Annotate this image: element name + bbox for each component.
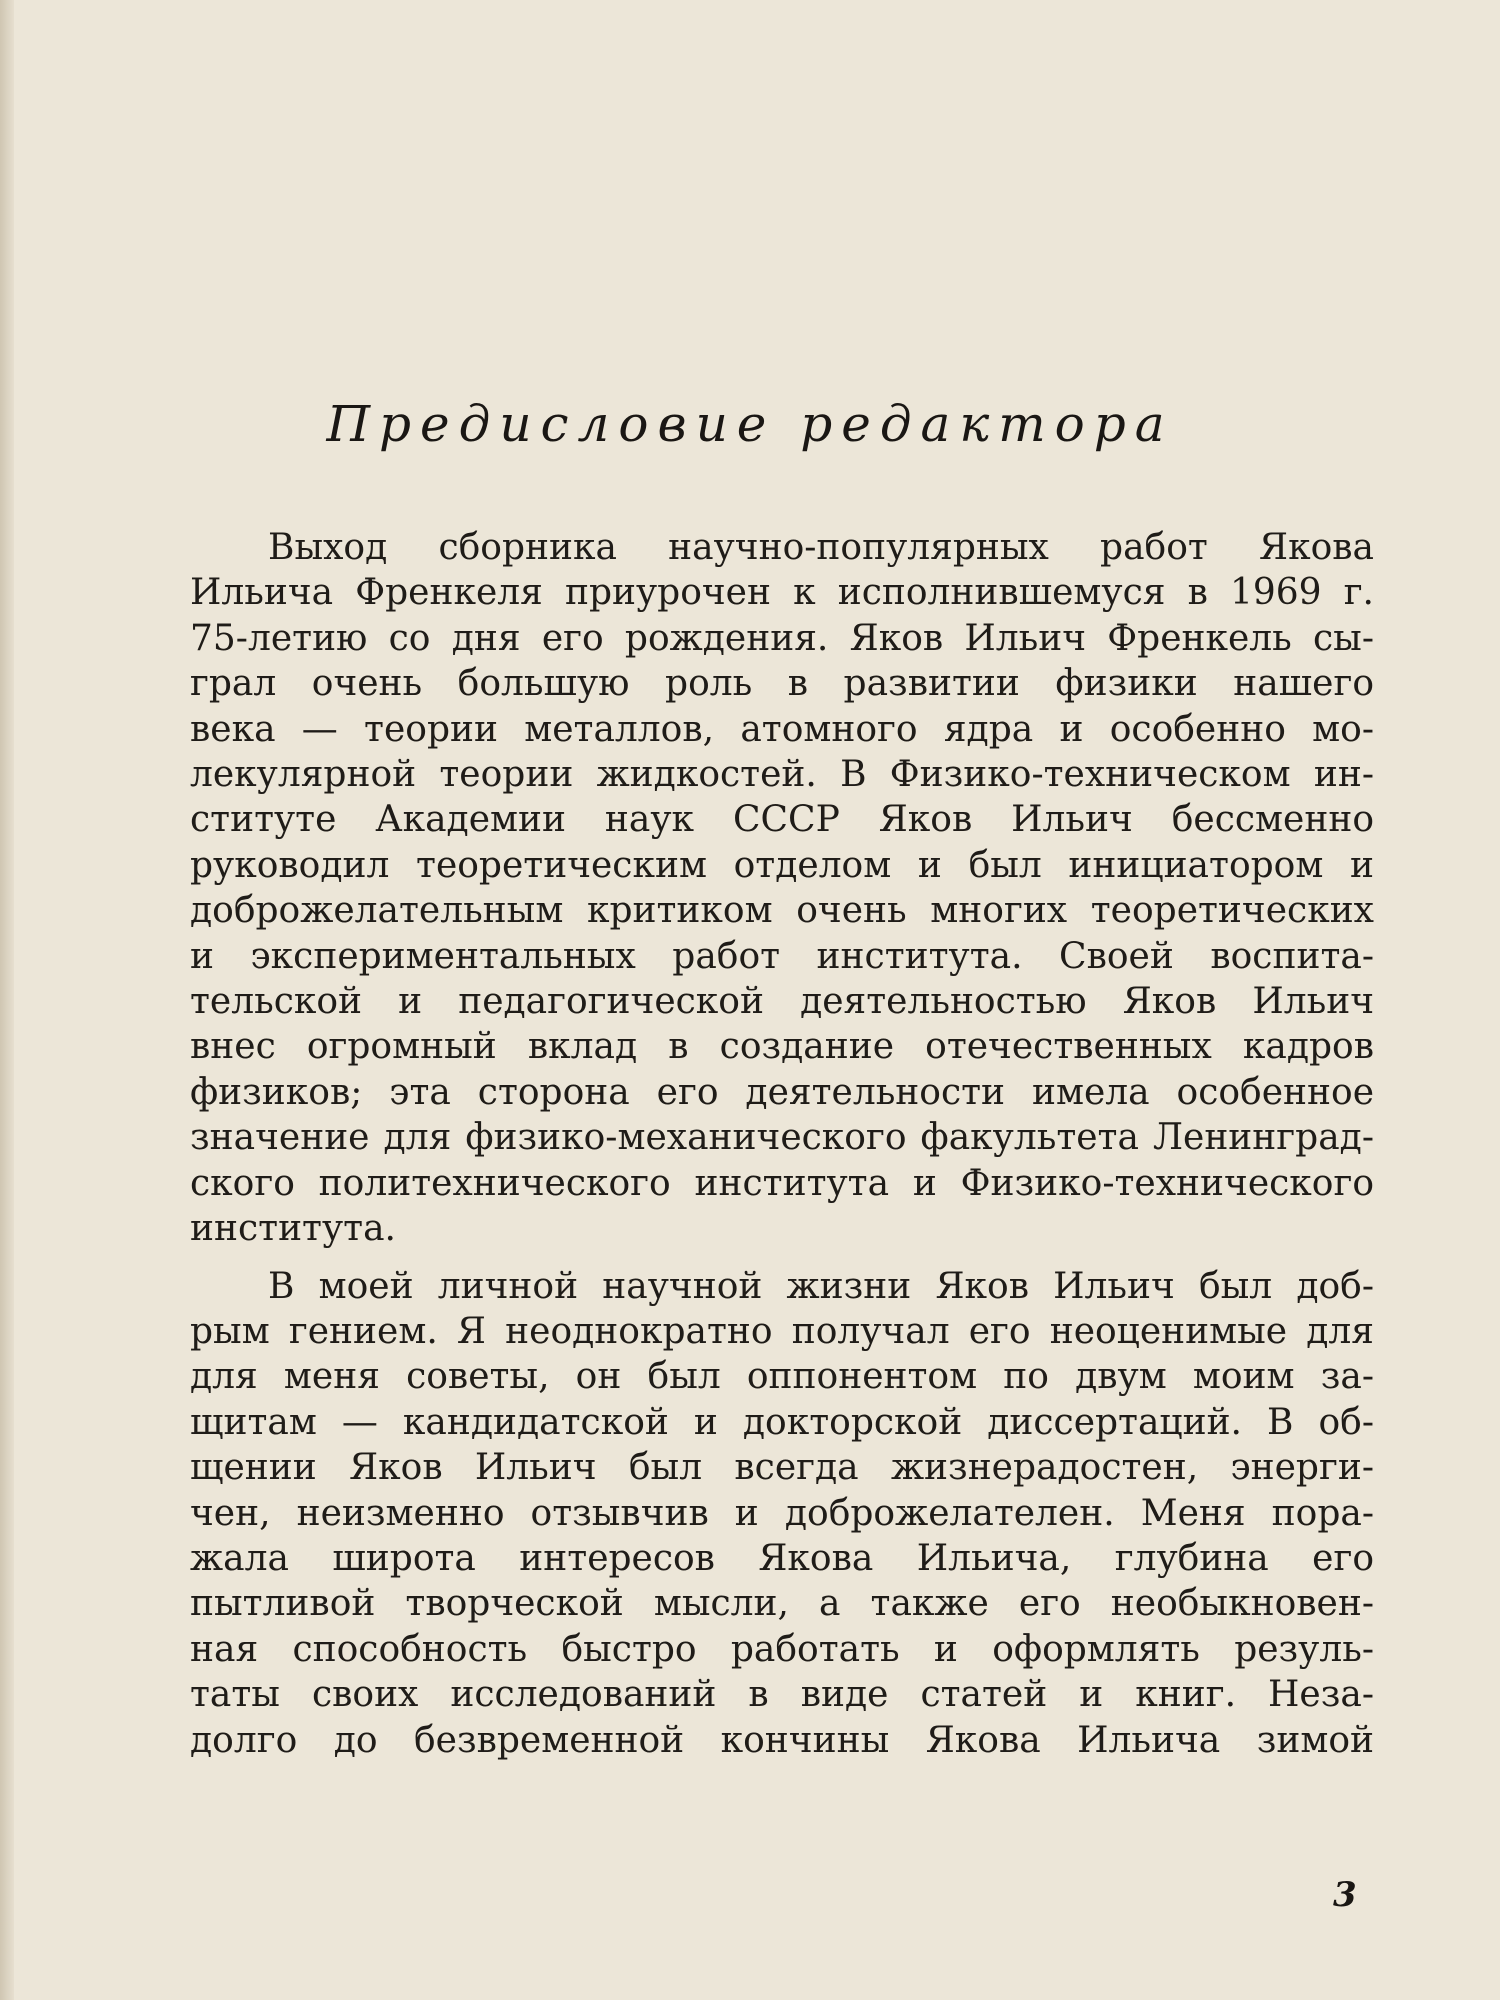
paragraph-gap <box>112 1252 1374 1264</box>
text-line: грал очень большую роль в развитии физики нашего <box>190 663 1374 705</box>
text-line: руководил теоретическим отделом и был инициатором и <box>190 844 1374 886</box>
body-text <box>112 525 1374 1763</box>
text-line: пытливой творческой мысли, а также его необыкновен- <box>190 1583 1374 1625</box>
text-line: чен, неизменно отзывчив и доброжелателен. Меня пора- <box>190 1492 1374 1534</box>
text-line: значение для физико-механического факультета Ленинград- <box>190 1117 1374 1159</box>
text-line: для меня советы, он был оппонентом по двум моим за- <box>190 1356 1374 1398</box>
text-line: В моей личной научной жизни Яков Ильич был доб- <box>268 1265 1374 1307</box>
text-line: жала широта интересов Якова Ильича, глубина его <box>190 1537 1374 1579</box>
text-line: ная способность быстро работать и оформлять резуль- <box>190 1628 1374 1670</box>
page-number: 3 <box>1333 1875 1357 1915</box>
text-line: рым гением. Я неоднократно получал его неоценимые для <box>190 1310 1374 1352</box>
paragraph-2 <box>112 1264 1374 1763</box>
text-line: таты своих исследований в виде статей и книг. Неза- <box>190 1674 1374 1716</box>
text-line: доброжелательным критиком очень многих теоретических <box>190 890 1374 932</box>
paragraph-1 <box>112 525 1374 1252</box>
text-line: Ильича Френкеля приурочен к исполнившемуся в 1969 г. <box>190 572 1374 614</box>
text-line: внес огромный вклад в создание отечественных кадров <box>190 1026 1374 1068</box>
text-line: тельской и педагогической деятельностью Яков Ильич <box>190 981 1374 1023</box>
text-line: ского политехнического института и Физико-технического <box>190 1162 1374 1204</box>
text-line: века — теории металлов, атомного ядра и особенно мо- <box>190 708 1374 750</box>
text-line: щении Яков Ильич был всегда жизнерадостен, энерги- <box>190 1447 1374 1489</box>
text-line: и экспериментальных работ института. Своей воспита- <box>190 935 1374 977</box>
page-title: Предисловие редактора <box>326 395 1174 453</box>
text-line: Выход сборника научно-популярных работ Якова <box>268 527 1374 568</box>
text-line: ституте Академии наук СССР Яков Ильич бессменно <box>190 799 1374 841</box>
text-line: 75-летию со дня его рождения. Яков Ильич Френкель сы- <box>190 617 1374 659</box>
text-line: института. <box>190 1208 396 1250</box>
text-line: лекулярной теории жидкостей. В Физико-техническом ин- <box>190 754 1374 796</box>
text-line: щитам — кандидатской и докторской диссертаций. В об- <box>190 1401 1374 1443</box>
text-line: долго до безвременной кончины Якова Ильича зимой <box>190 1719 1374 1761</box>
text-line: физиков; эта сторона его деятельности имела особенное <box>190 1071 1374 1113</box>
